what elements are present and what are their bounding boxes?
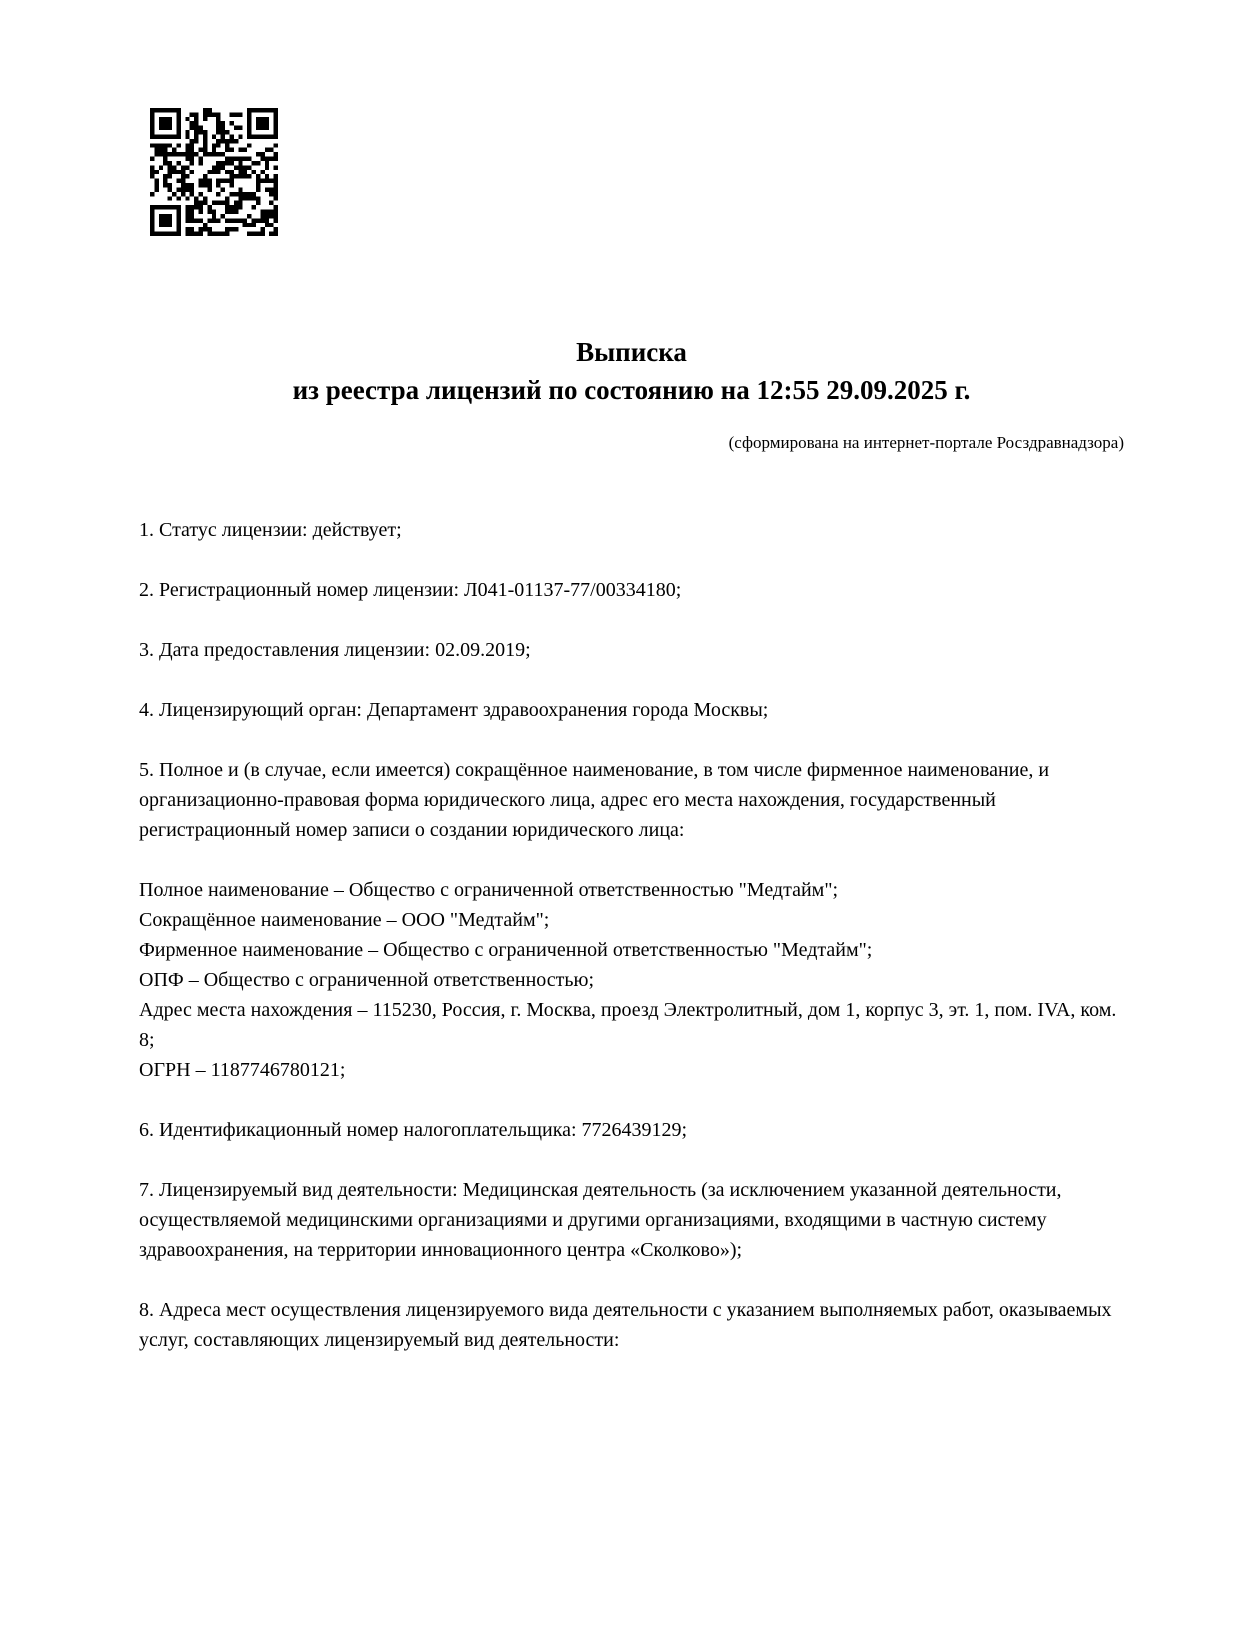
item-5-names-intro: 5. Полное и (в случае, если имеется) сокращённое наименование, в том числе фирменное наименование, и организационно-правовая форма юридического лица, адрес его места нахождения, государственный регистрационный номер записи о создании юридического лица:	[139, 759, 1050, 841]
org-brand-name: Фирменное наименование – Общество с ограниченной ответственностью "Медтайм";	[139, 939, 873, 961]
org-details-block	[139, 875, 1124, 1085]
title-line-1: Выписка	[576, 337, 687, 367]
item-3-grant-date: 3. Дата предоставления лицензии: 02.09.2019;	[139, 639, 531, 661]
document-body	[139, 515, 1124, 1355]
org-full-name: Полное наименование – Общество с ограниченной ответственностью "Медтайм";	[139, 879, 839, 901]
item-8-addresses-intro: 8. Адреса мест осуществления лицензируемого вида деятельности с указанием выполняемых работ, оказываемых услуг, составляющих лицензируемый вид деятельности:	[139, 1299, 1112, 1351]
org-legal-form: ОПФ – Общество с ограниченной ответственностью;	[139, 969, 595, 991]
item-6-inn: 6. Идентификационный номер налогоплательщика: 7726439129;	[139, 1119, 688, 1141]
document-subtitle: (сформирована на интернет-портале Росздравнадзора)	[728, 433, 1124, 452]
qr-code	[150, 108, 278, 236]
item-4-licensing-authority: 4. Лицензирующий орган: Департамент здравоохранения города Москвы;	[139, 699, 769, 721]
title-line-2: из реестра лицензий по состоянию на 12:55 29.09.2025 г.	[292, 375, 971, 405]
document-title	[139, 333, 1124, 409]
item-7-licensed-activity: 7. Лицензируемый вид деятельности: Медицинская деятельность (за исключением указанной деятельности, осуществляемой медицинскими организациями и другими организациями, входящими в частную систему здравоохранения, на территории инновационного центра «Сколково»);	[139, 1179, 1062, 1261]
org-address: Адрес места нахождения – 115230, Россия, г. Москва, проезд Электролитный, дом 1, корпус 3, эт. 1, пом. IVA, ком. 8;	[139, 999, 1117, 1051]
org-ogrn: ОГРН – 1187746780121;	[139, 1059, 346, 1081]
item-2-registration-number: 2. Регистрационный номер лицензии: Л041-01137-77/00334180;	[139, 579, 682, 601]
org-short-name: Сокращённое наименование – ООО "Медтайм";	[139, 909, 550, 931]
qr-code-image	[150, 108, 278, 236]
item-1-license-status: 1. Статус лицензии: действует;	[139, 519, 402, 541]
